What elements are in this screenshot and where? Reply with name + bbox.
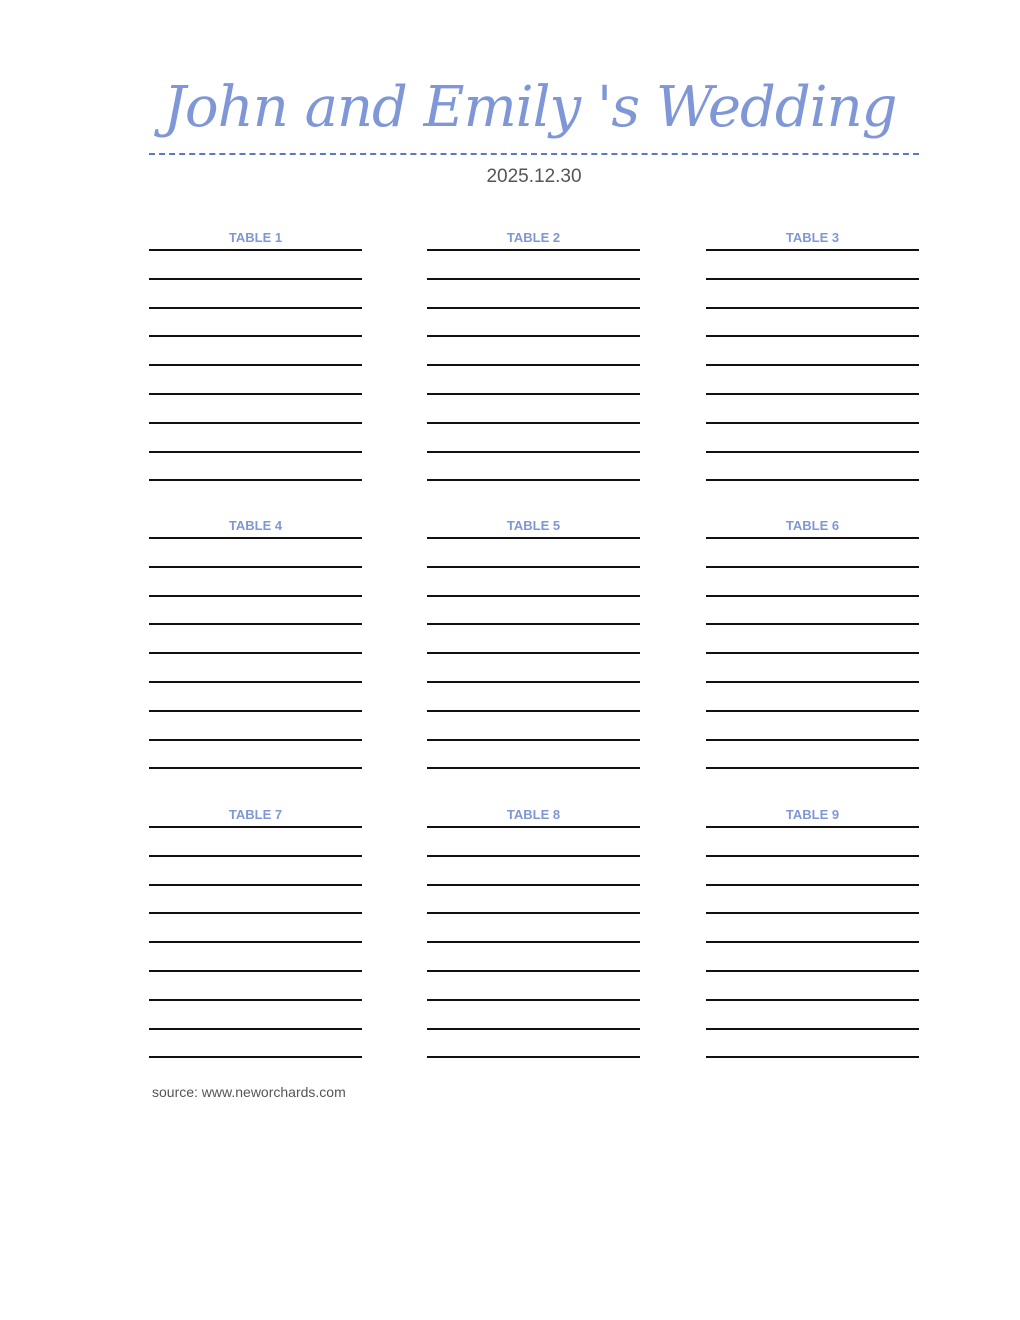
guest-name-line <box>149 855 362 857</box>
guest-name-line <box>706 566 919 568</box>
guest-name-line <box>706 826 919 828</box>
source-note: source: www.neworchards.com <box>152 1084 346 1100</box>
guest-name-line <box>427 652 640 654</box>
guest-name-line <box>149 595 362 597</box>
table-block <box>427 230 640 490</box>
table-block <box>149 230 362 490</box>
guest-name-line <box>149 710 362 712</box>
guest-name-line <box>149 941 362 943</box>
table-block <box>706 807 919 1067</box>
guest-name-line <box>427 595 640 597</box>
guest-name-line <box>706 422 919 424</box>
guest-name-line <box>427 566 640 568</box>
guest-name-line <box>706 855 919 857</box>
guest-name-line <box>427 1028 640 1030</box>
table-label: TABLE 5 <box>506 518 561 533</box>
guest-name-line <box>427 999 640 1001</box>
guest-name-line <box>427 249 640 251</box>
guest-name-line <box>149 537 362 539</box>
guest-name-line <box>427 884 640 886</box>
guest-name-line <box>706 393 919 395</box>
guest-name-line <box>427 479 640 481</box>
guest-name-line <box>706 537 919 539</box>
table-block <box>427 807 640 1067</box>
guest-name-line <box>427 1056 640 1058</box>
guest-name-line <box>149 249 362 251</box>
guest-name-line <box>706 307 919 309</box>
guest-name-line <box>149 767 362 769</box>
guest-name-line <box>427 826 640 828</box>
guest-name-line <box>427 970 640 972</box>
table-block <box>149 518 362 778</box>
guest-name-line <box>149 652 362 654</box>
guest-name-line <box>149 1028 362 1030</box>
table-block <box>427 518 640 778</box>
guest-name-line <box>706 278 919 280</box>
guest-name-line <box>149 912 362 914</box>
guest-name-line <box>149 393 362 395</box>
guest-name-line <box>706 710 919 712</box>
guest-name-line <box>706 739 919 741</box>
guest-name-line <box>706 1056 919 1058</box>
guest-name-line <box>149 826 362 828</box>
guest-name-line <box>706 1028 919 1030</box>
guest-name-line <box>427 941 640 943</box>
table-label: TABLE 9 <box>785 807 840 822</box>
guest-name-line <box>706 912 919 914</box>
table-label: TABLE 2 <box>506 230 561 245</box>
guest-name-line <box>149 364 362 366</box>
guest-name-line <box>427 681 640 683</box>
guest-name-line <box>427 739 640 741</box>
guest-name-line <box>706 767 919 769</box>
guest-name-line <box>427 364 640 366</box>
table-label: TABLE 1 <box>228 230 283 245</box>
guest-name-line <box>706 941 919 943</box>
guest-name-line <box>149 681 362 683</box>
guest-name-line <box>427 912 640 914</box>
table-label: TABLE 6 <box>785 518 840 533</box>
guest-name-line <box>427 307 640 309</box>
guest-name-line <box>149 970 362 972</box>
table-label: TABLE 3 <box>785 230 840 245</box>
guest-name-line <box>706 595 919 597</box>
guest-name-line <box>706 999 919 1001</box>
guest-name-line <box>706 652 919 654</box>
guest-name-line <box>427 537 640 539</box>
guest-name-line <box>706 479 919 481</box>
guest-name-line <box>706 364 919 366</box>
guest-name-line <box>427 335 640 337</box>
guest-name-line <box>149 422 362 424</box>
guest-name-line <box>706 681 919 683</box>
table-label: TABLE 7 <box>228 807 283 822</box>
guest-name-line <box>427 767 640 769</box>
guest-name-line <box>149 451 362 453</box>
guest-name-line <box>706 623 919 625</box>
guest-name-line <box>427 278 640 280</box>
guest-name-line <box>149 999 362 1001</box>
guest-name-line <box>427 393 640 395</box>
guest-name-line <box>706 884 919 886</box>
guest-name-line <box>706 249 919 251</box>
title-divider <box>149 153 919 155</box>
table-block <box>706 518 919 778</box>
guest-name-line <box>427 710 640 712</box>
table-block <box>706 230 919 490</box>
event-date: 2025.12.30 <box>486 166 582 187</box>
guest-name-line <box>427 855 640 857</box>
guest-name-line <box>149 307 362 309</box>
guest-name-line <box>706 451 919 453</box>
guest-name-line <box>706 335 919 337</box>
guest-name-line <box>149 479 362 481</box>
page-title: John and Emily 's Wedding <box>163 75 897 140</box>
guest-name-line <box>149 335 362 337</box>
table-label: TABLE 8 <box>506 807 561 822</box>
table-label: TABLE 4 <box>228 518 283 533</box>
guest-name-line <box>706 970 919 972</box>
guest-name-line <box>149 623 362 625</box>
guest-name-line <box>427 623 640 625</box>
guest-name-line <box>149 884 362 886</box>
guest-name-line <box>427 451 640 453</box>
guest-name-line <box>149 278 362 280</box>
guest-name-line <box>427 422 640 424</box>
guest-name-line <box>149 1056 362 1058</box>
table-block <box>149 807 362 1067</box>
guest-name-line <box>149 566 362 568</box>
guest-name-line <box>149 739 362 741</box>
